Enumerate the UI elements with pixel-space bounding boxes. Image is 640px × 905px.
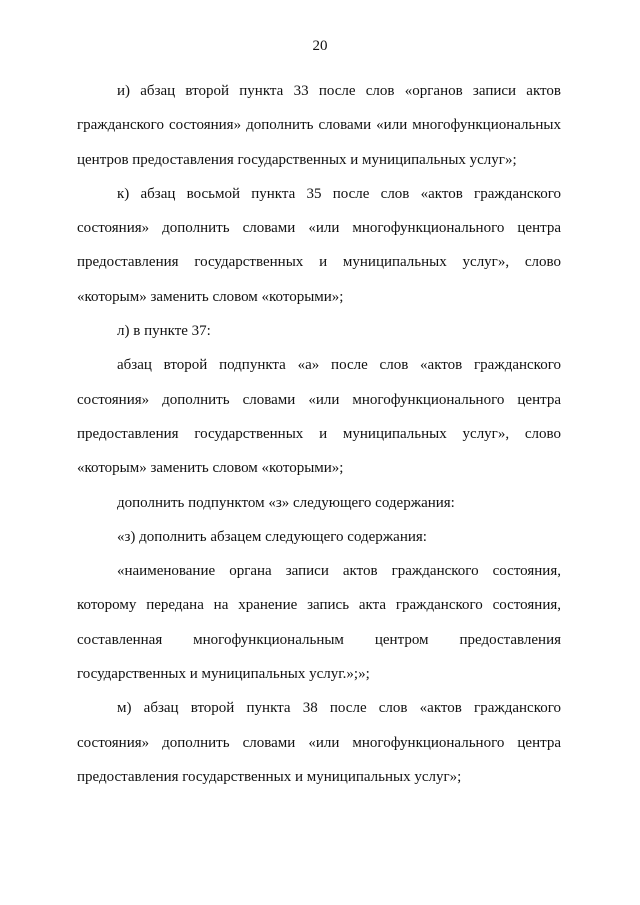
document-body [77,74,561,794]
paragraph-quote-z: «з) дополнить абзацем следующего содержания: [117,528,427,545]
paragraph-item-m: м) абзац второй пункта 38 после слов «актов гражданского состояния» дополнить словами «или многофункционального центра предоставления государственных и муниципальных услуг»; [77,700,561,785]
page-number: 20 [312,38,328,54]
paragraph-item-l: л) в пункте 37: [117,323,211,340]
paragraph-subitem-a: абзац второй подпункта «а» после слов «актов гражданского состояния» дополнить словами «или многофункционального центра предоставления государственных и муниципальных услуг», слово «которым» заменить словом «которыми»; [77,357,561,477]
paragraph-quote-body: «наименование органа записи актов гражданского состояния, которому передана на хранение запись акта гражданского состояния, составленная многофункциональным центром предоставления государственных и муниципальных услуг.»;»; [77,563,561,683]
paragraph-item-i: и) абзац второй пункта 33 после слов «органов записи актов гражданского состояния» дополнить словами «или многофункциональных центров предоставления государственных и муниципальных услуг»; [77,83,561,168]
paragraph-add-subitem-z: дополнить подпунктом «з» следующего содержания: [117,494,455,511]
paragraph-item-k: к) абзац восьмой пункта 35 после слов «актов гражданского состояния» дополнить словами «или многофункционального центра предоставления государственных и муниципальных услуг», слово «которым» заменить словом «которыми»; [77,185,561,305]
